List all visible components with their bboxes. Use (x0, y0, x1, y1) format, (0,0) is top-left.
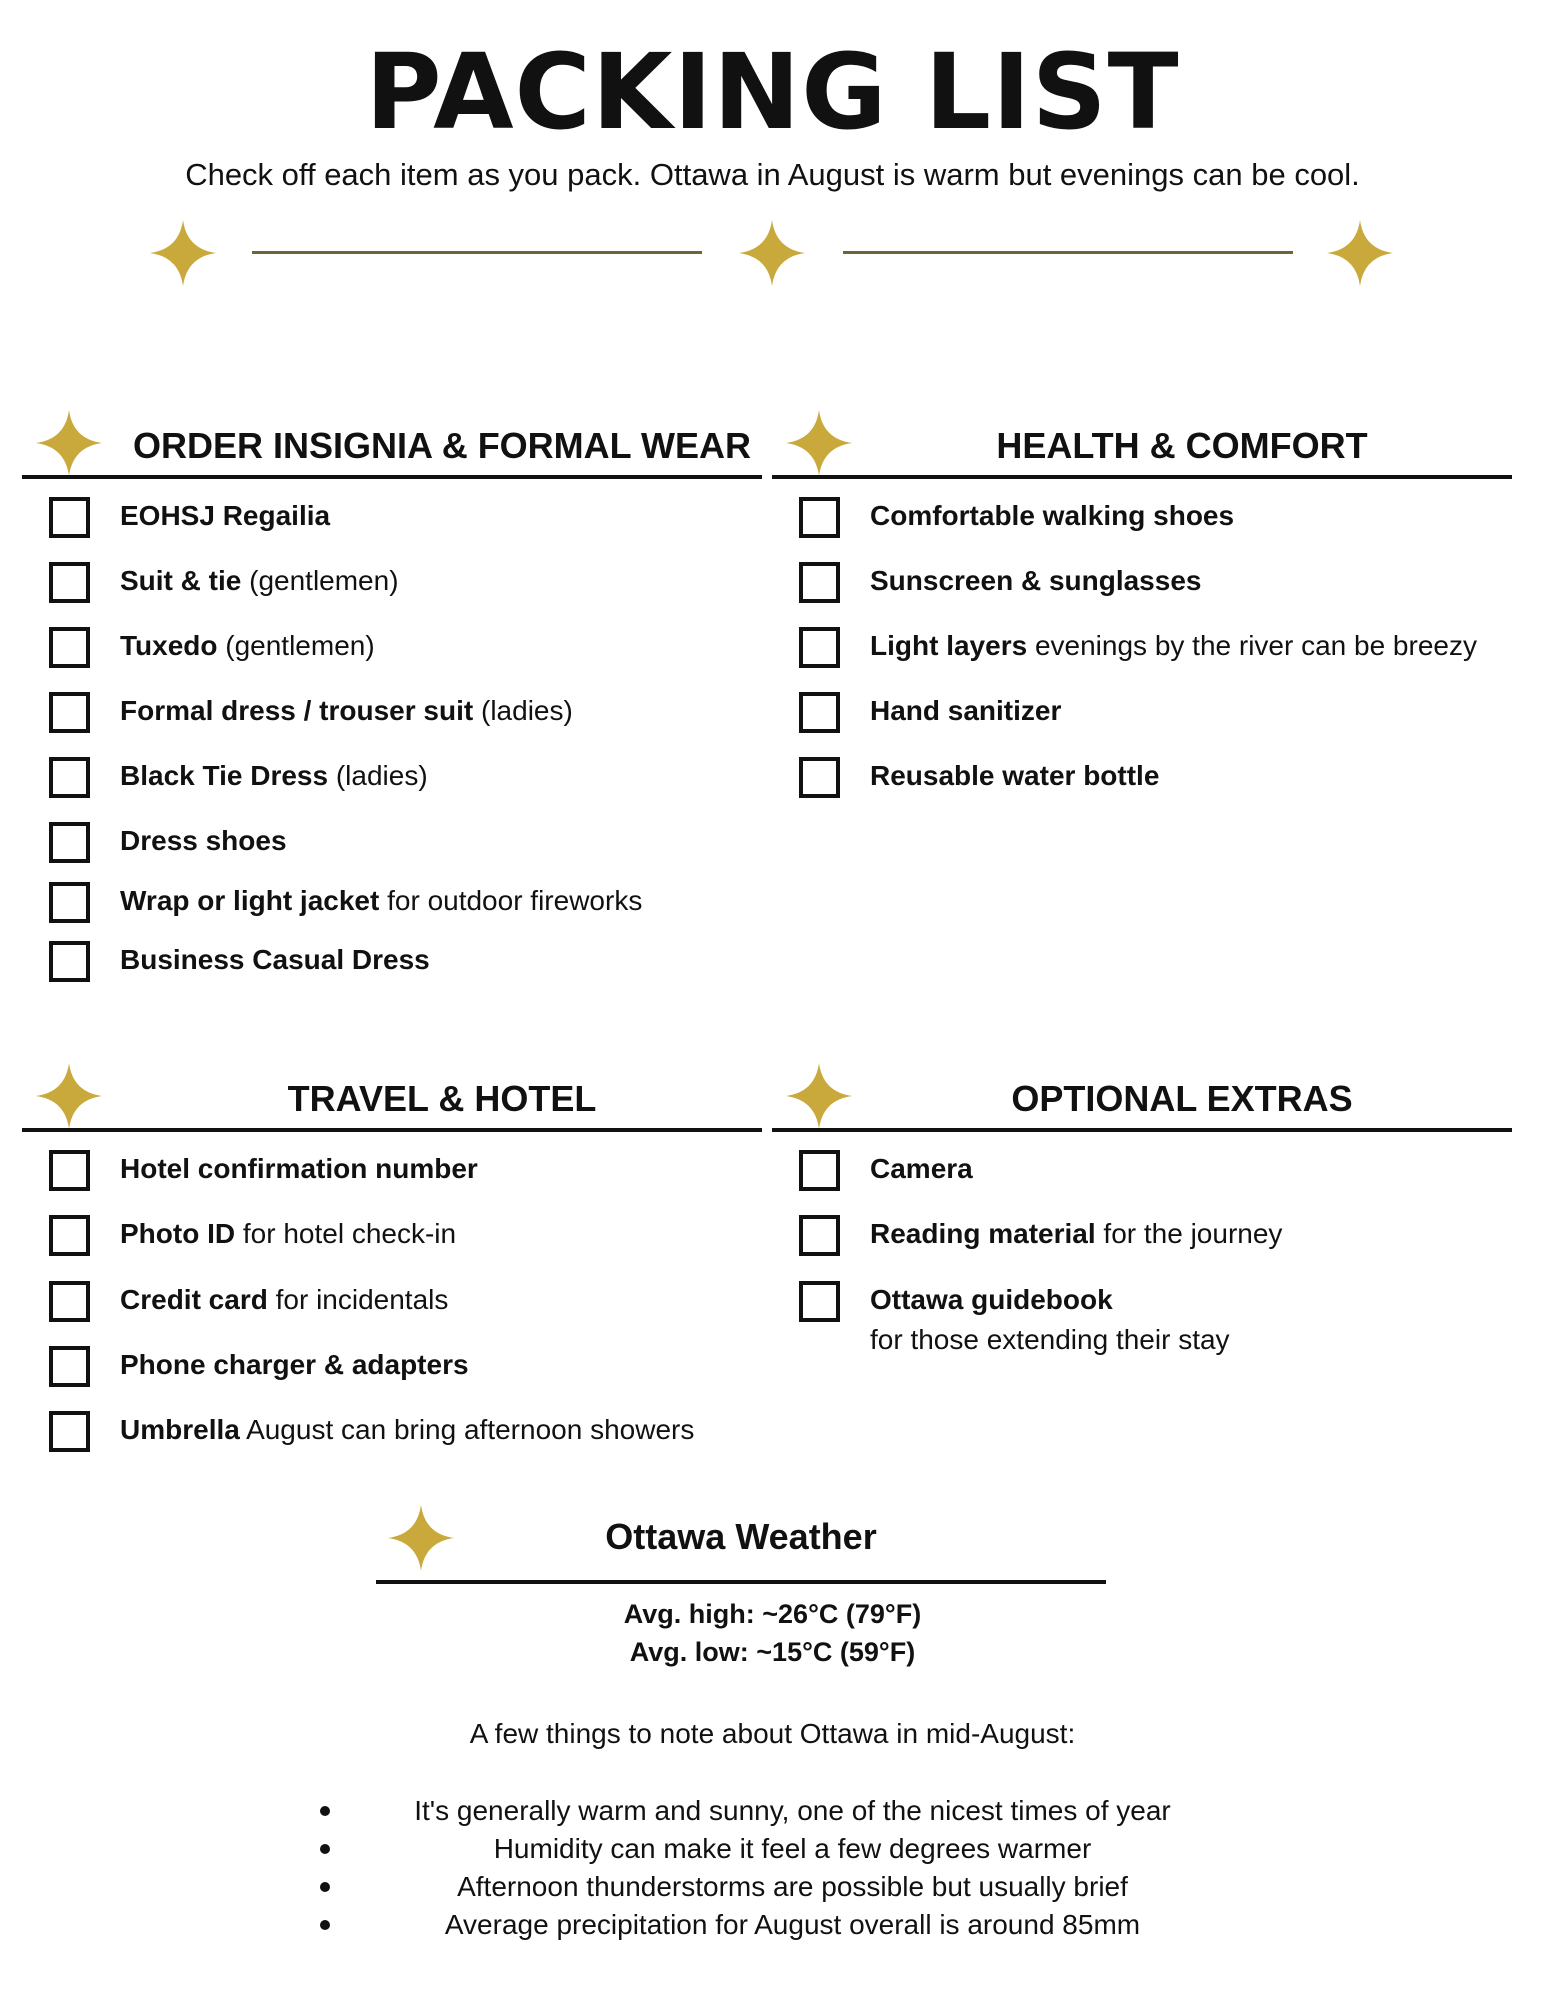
item-label: Formal dress / trouser suit (120, 695, 474, 726)
checklist-item[interactable] (22, 822, 782, 872)
checkbox[interactable] (49, 882, 90, 923)
checklist-item[interactable] (22, 692, 782, 742)
item-label: Hotel confirmation number (120, 1153, 478, 1184)
section-title: ORDER INSIGNIA & FORMAL WEAR (133, 425, 751, 466)
checklist-item[interactable] (772, 497, 1532, 547)
section-rule (376, 1580, 1106, 1584)
note-text: It's generally warm and sunny, one of the nicest times of year (414, 1795, 1171, 1826)
checkbox[interactable] (799, 757, 840, 798)
item-label: Comfortable walking shoes (870, 500, 1235, 531)
item-note: for those extending their stay (870, 1324, 1230, 1355)
checklist-item[interactable] (772, 1150, 1532, 1200)
page-subtitle: Check off each item as you pack. Ottawa in August is warm but evenings can be cool. (185, 157, 1360, 192)
checklist-item[interactable] (772, 1281, 1532, 1366)
note-text: Afternoon thunderstorms are possible but usually brief (457, 1871, 1128, 1902)
checklist-item[interactable] (22, 1215, 782, 1265)
checklist-item[interactable] (772, 1215, 1532, 1265)
item-label: Ottawa guidebook (870, 1284, 1113, 1315)
section-title: TRAVEL & HOTEL (287, 1078, 597, 1119)
section-rule (772, 475, 1512, 479)
checklist-item[interactable] (22, 497, 782, 547)
checkbox[interactable] (49, 757, 90, 798)
checkbox[interactable] (49, 1215, 90, 1256)
checkbox[interactable] (799, 1150, 840, 1191)
checkbox[interactable] (49, 1150, 90, 1191)
item-label: Light layers (870, 630, 1028, 661)
divider-line (252, 251, 702, 254)
section-title: HEALTH & COMFORT (996, 425, 1368, 466)
checkbox[interactable] (49, 627, 90, 668)
checklist-item[interactable] (22, 882, 782, 932)
checklist-item[interactable] (22, 1150, 782, 1200)
item-note: for the journey (1095, 1218, 1283, 1249)
item-note: for incidentals (267, 1284, 449, 1315)
item-label: Hand sanitizer (870, 695, 1062, 726)
divider-line (843, 251, 1293, 254)
sparkle-icon (739, 220, 805, 286)
item-note: (ladies) (328, 760, 428, 791)
weather-title: Ottawa Weather (605, 1516, 877, 1557)
checkbox[interactable] (799, 1215, 840, 1256)
item-label: Dress shoes (120, 825, 287, 856)
notes-intro: A few things to note about Ottawa in mid-August: (469, 1718, 1076, 1749)
checkbox[interactable] (49, 1411, 90, 1452)
checkbox[interactable] (49, 1281, 90, 1322)
item-label: Photo ID (120, 1218, 236, 1249)
checklist-item[interactable] (772, 757, 1532, 807)
checkbox[interactable] (49, 692, 90, 733)
item-label: Business Casual Dress (120, 944, 430, 975)
list-item (0, 1830, 1545, 1868)
avg-low: Avg. low: ~15°C (59°F) (629, 1637, 916, 1667)
checkbox[interactable] (799, 497, 840, 538)
item-label: Suit & tie (120, 565, 242, 596)
item-label: Black Tie Dress (120, 760, 329, 791)
note-text: Humidity can make it feel a few degrees warmer (493, 1833, 1092, 1864)
section-title: OPTIONAL EXTRAS (1011, 1078, 1353, 1119)
item-label: Phone charger & adapters (120, 1349, 469, 1380)
note-text: Average precipitation for August overall is around 85mm (444, 1909, 1141, 1940)
checklist-item[interactable] (22, 757, 782, 807)
checklist-item[interactable] (22, 1346, 782, 1396)
item-label: Wrap or light jacket (120, 885, 380, 916)
avg-high: Avg. high: ~26°C (79°F) (623, 1599, 922, 1629)
item-note: (gentlemen) (241, 565, 399, 596)
checkbox[interactable] (49, 497, 90, 538)
item-label: Camera (870, 1153, 973, 1184)
list-item (0, 1792, 1545, 1830)
checklist-item[interactable] (22, 941, 782, 991)
checkbox[interactable] (799, 627, 840, 668)
checkbox[interactable] (49, 562, 90, 603)
item-note: for hotel check-in (235, 1218, 457, 1249)
sparkle-icon (1327, 220, 1393, 286)
item-note: August can bring afternoon showers (239, 1414, 695, 1445)
checklist-item[interactable] (772, 627, 1532, 677)
checkbox[interactable] (799, 562, 840, 603)
page-title: PACKING LIST (365, 31, 1180, 153)
section-rule (772, 1128, 1512, 1132)
checklist-item[interactable] (22, 1411, 782, 1461)
list-item (0, 1906, 1545, 1944)
item-label: Reusable water bottle (870, 760, 1160, 791)
item-label: Umbrella (120, 1414, 240, 1445)
checkbox[interactable] (49, 822, 90, 863)
item-label: Tuxedo (120, 630, 218, 661)
checklist-item[interactable] (22, 562, 782, 612)
checklist-item[interactable] (772, 562, 1532, 612)
item-label: Reading material (870, 1218, 1096, 1249)
item-note: for outdoor fireworks (379, 885, 643, 916)
section-rule (22, 475, 762, 479)
checkbox[interactable] (799, 1281, 840, 1322)
item-note: (ladies) (473, 695, 573, 726)
item-label: Credit card (120, 1284, 268, 1315)
sparkle-icon (150, 220, 216, 286)
item-label: EOHSJ Regailia (120, 500, 331, 531)
checkbox[interactable] (49, 1346, 90, 1387)
item-label: Sunscreen & sunglasses (870, 565, 1202, 596)
item-note: (gentlemen) (217, 630, 375, 661)
checklist-item[interactable] (22, 1281, 782, 1331)
item-note: evenings by the river can be breezy (1027, 630, 1477, 661)
checklist-item[interactable] (22, 627, 782, 677)
checkbox[interactable] (799, 692, 840, 733)
checklist-item[interactable] (772, 692, 1532, 742)
list-item (0, 1868, 1545, 1906)
section-rule (22, 1128, 762, 1132)
checkbox[interactable] (49, 941, 90, 982)
